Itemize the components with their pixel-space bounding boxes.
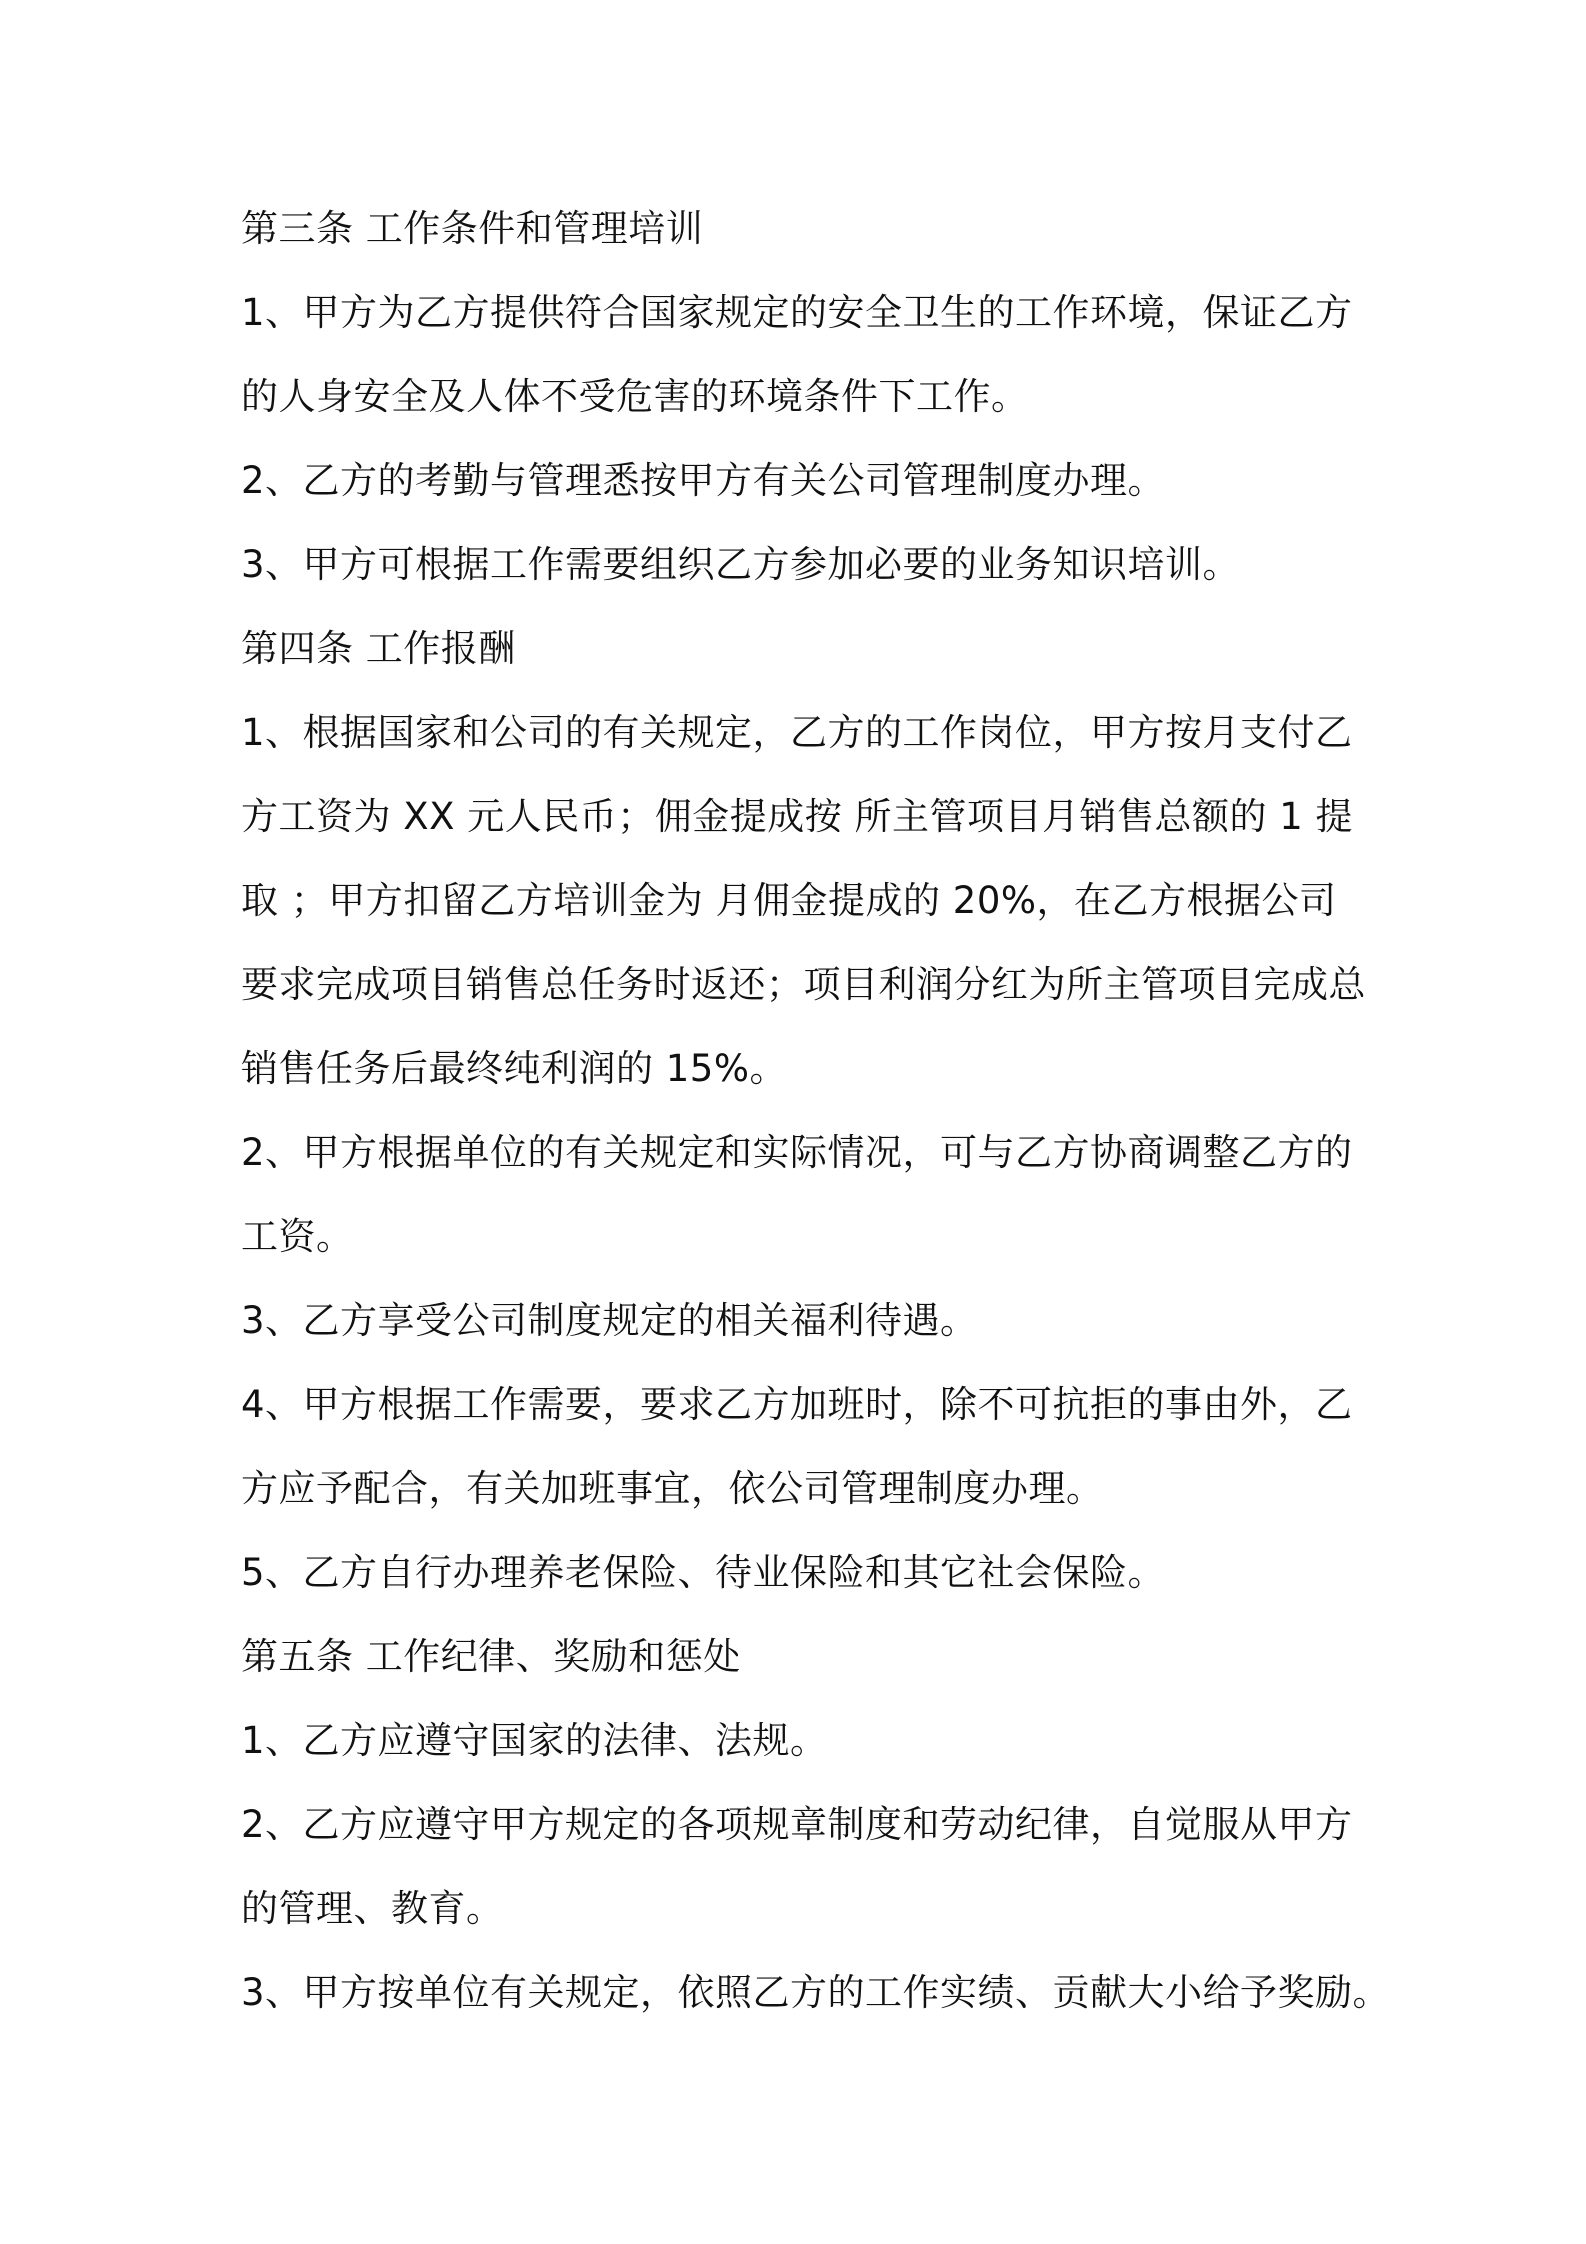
article-4-clause-2-line-2: 工资。	[241, 1215, 354, 1258]
article-4-clause-1-line-4: 要求完成项目销售总任务时返还；项目利润分红为所主管项目完成总	[241, 963, 1366, 1006]
article-4-clause-1-line-1: 1、根据国家和公司的有关规定，乙方的工作岗位，甲方按月支付乙	[241, 711, 1353, 754]
article-4-clause-3: 3、乙方享受公司制度规定的相关福利待遇。	[241, 1299, 978, 1342]
article-4-clause-1-line-3: 取 ；甲方扣留乙方培训金为 月佣金提成的 20%，在乙方根据公司	[241, 879, 1337, 922]
article-3-heading: 第三条 工作条件和管理培训	[241, 207, 704, 250]
article-4-heading: 第四条 工作报酬	[241, 627, 516, 670]
article-4-clause-1-line-2: 方工资为 XX 元人民币；佣金提成按 所主管项目月销售总额的 1 提	[241, 795, 1354, 838]
article-4-clause-4-line-2: 方应予配合，有关加班事宜，依公司管理制度办理。	[241, 1467, 1104, 1510]
article-4-clause-2-line-1: 2、甲方根据单位的有关规定和实际情况，可与乙方协商调整乙方的	[241, 1131, 1353, 1174]
article-3-clause-2: 2、乙方的考勤与管理悉按甲方有关公司管理制度办理。	[241, 459, 1166, 502]
article-5-clause-2-line-1: 2、乙方应遵守甲方规定的各项规章制度和劳动纪律，自觉服从甲方	[241, 1803, 1353, 1846]
article-4-clause-1-line-5: 销售任务后最终纯利润的 15%。	[241, 1047, 787, 1090]
article-3-clause-1-line-2: 的人身安全及人体不受危害的环境条件下工作。	[241, 375, 1029, 418]
article-4-clause-5: 5、乙方自行办理养老保险、待业保险和其它社会保险。	[241, 1551, 1166, 1594]
article-3-clause-3: 3、甲方可根据工作需要组织乙方参加必要的业务知识培训。	[241, 543, 1241, 586]
article-3-clause-1-line-1: 1、甲方为乙方提供符合国家规定的安全卫生的工作环境，保证乙方	[241, 291, 1353, 334]
article-4-clause-4-line-1: 4、甲方根据工作需要，要求乙方加班时，除不可抗拒的事由外，乙	[241, 1383, 1353, 1426]
article-5-clause-1: 1、乙方应遵守国家的法律、法规。	[241, 1719, 828, 1762]
article-5-heading: 第五条 工作纪律、奖励和惩处	[241, 1635, 741, 1678]
article-5-clause-2-line-2: 的管理、教育。	[241, 1887, 504, 1930]
article-5-clause-3: 3、甲方按单位有关规定，依照乙方的工作实绩、贡献大小给予奖励。	[241, 1971, 1391, 2014]
